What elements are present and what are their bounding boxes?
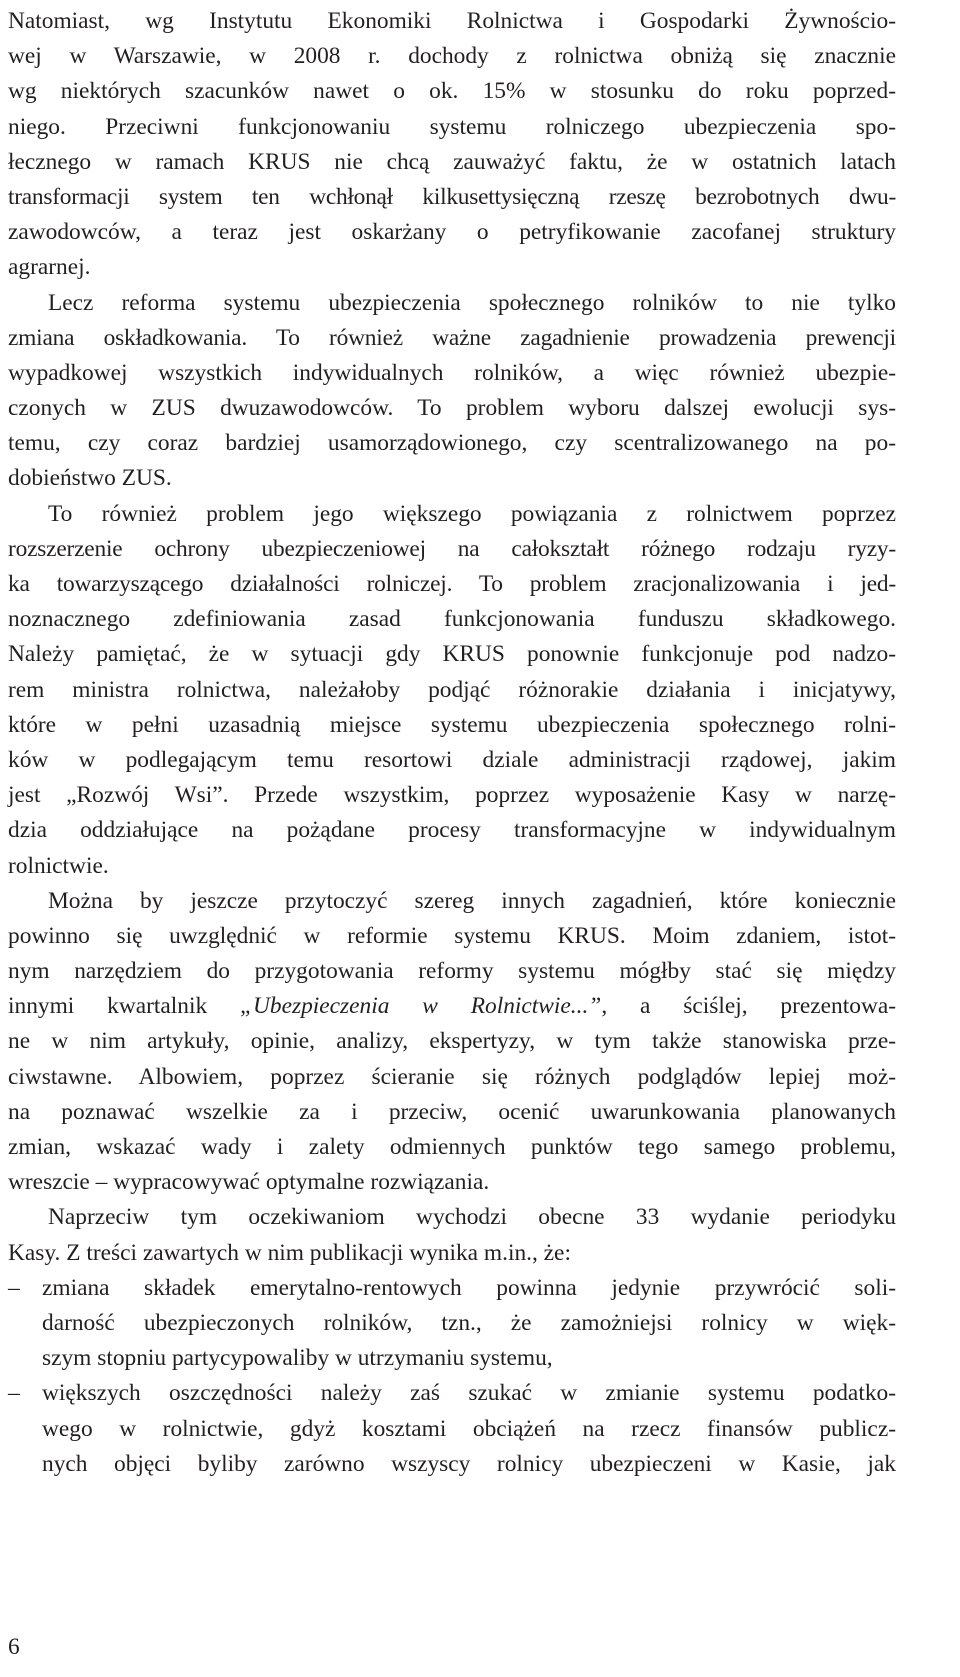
text-line: ne w nim artykuły, opinie, analizy, ekspertyzy, w tym także stanowiska prze- — [8, 1028, 896, 1055]
list-dash: – — [8, 1380, 20, 1407]
text-line: łecznego w ramach KRUS nie chcą zauważyć faktu, że w ostatnich latach — [8, 148, 896, 175]
text-line: wej w Warszawie, w 2008 r. dochody z rolnictwa obniżą się znacznie — [8, 43, 896, 70]
text-line-with-title — [8, 989, 896, 1024]
text-line: temu, czy coraz bardziej usamorządowionego, czy scentralizowanego na po- — [8, 430, 896, 457]
text-line: nym narzędziem do przygotowania reformy systemu mógłby stać się między — [8, 958, 896, 985]
text-line: rozszerzenie ochrony ubezpieczeniowej na całokształt różnego rodzaju ryzy- — [8, 535, 896, 562]
text-line: jest „Rozwój Wsi”. Przede wszystkim, poprzez wyposażenie Kasy w narzę- — [8, 782, 896, 809]
text-line: wg niektórych szacunków nawet o ok. 15% w stosunku do roku poprzed- — [8, 78, 896, 105]
text-line: zmiana oskładkowania. To również ważne zagadnienie prowadzenia prewencji — [8, 324, 896, 351]
paragraph-start-line: Lecz reforma systemu ubezpieczenia społecznego rolników to nie tylko — [48, 289, 896, 316]
list-item-line: wego w rolnictwie, gdyż kosztami obciążeń na rzecz finansów publicz- — [42, 1415, 896, 1442]
text-line: wypadkowej wszystkich indywidualnych rolników, a więc również ubezpie- — [8, 359, 896, 386]
document-body — [8, 0, 896, 1482]
list-item-text: większych oszczędności należy zaś szukać w zmianie systemu podatko- — [42, 1380, 896, 1407]
text-line: ka towarzyszącego działalności rolniczej. To problem zracjonalizowania i jed- — [8, 571, 896, 597]
text-line: wreszcie – wypracowywać optymalne rozwiązania. — [8, 1169, 490, 1196]
list-item-line — [8, 1271, 896, 1306]
text-line: noznacznego zdefiniowania zasad funkcjonowania funduszu składkowego. — [8, 606, 896, 633]
text-line: agrarnej. — [8, 254, 91, 281]
text-line: transformacji system ten wchłonął kilkusettysięczną rzeszę bezrobotnych dwu- — [8, 183, 896, 210]
text-line: które w pełni uzasadnią miejsce systemu ubezpieczenia społecznego rolni- — [8, 711, 896, 738]
text-line: Należy pamiętać, że w sytuacji gdy KRUS ponownie funkcjonuje pod nadzo- — [8, 641, 896, 668]
list-item-line: darność ubezpieczonych rolników, tzn., że zamożniejsi rolnicy w więk- — [42, 1309, 896, 1336]
page-number: 6 — [8, 1634, 20, 1660]
paragraph-start-line: Można by jeszcze przytoczyć szereg innych zagadnień, które koniecznie — [48, 887, 896, 914]
text-line: powinno się uwzględnić w reformie systemu KRUS. Moim zdaniem, istot- — [8, 922, 896, 949]
text-line: dzia oddziałujące na pożądane procesy transformacyjne w indywidualnym — [8, 817, 896, 844]
text-line: zmian, wskazać wady i zalety odmiennych punktów tego samego problemu, — [8, 1134, 896, 1160]
text-fragment: , a ściślej, prezentowa- — [601, 993, 897, 1020]
paragraph-start-line: To również problem jego większego powiązania z rolnictwem poprzez — [48, 500, 896, 527]
text-line: rem ministra rolnictwa, należałoby podjąć różnorakie działania i inicjatywy, — [8, 676, 896, 703]
text-line: rolnictwie. — [8, 852, 109, 879]
text-fragment: innymi kwartalnik — [8, 993, 241, 1020]
text-line: czonych w ZUS dwuzawodowców. To problem wyboru dalszej ewolucji sys- — [8, 395, 896, 422]
text-line: ciwstawne. Albowiem, poprzez ścieranie się różnych podglądów lepiej moż- — [8, 1063, 896, 1090]
list-item-line: szym stopniu partycypowaliby w utrzymaniu systemu, — [42, 1345, 553, 1372]
list-item-text: zmiana składek emerytalno-rentowych powinna jedynie przywrócić soli- — [42, 1274, 896, 1301]
text-line: Natomiast, wg Instytutu Ekonomiki Rolnictwa i Gospodarki Żywnościo- — [8, 8, 896, 34]
list-item-line — [8, 1376, 896, 1411]
text-line: zawodowców, a teraz jest oskarżany o petryfikowanie zacofanej struktury — [8, 219, 896, 246]
paragraph-start-line: Naprzeciw tym oczekiwaniom wychodzi obecne 33 wydanie periodyku — [48, 1204, 896, 1231]
text-line: na poznawać wszelkie za i przeciw, ocenić uwarunkowania planowanych — [8, 1098, 896, 1125]
text-line: niego. Przeciwni funkcjonowaniu systemu rolniczego ubezpieczenia spo- — [8, 113, 896, 140]
text-line: ków w podlegającym temu resortowi dziale administracji rządowej, jakim — [8, 746, 896, 773]
periodical-title: „Ubezpieczenia w Rolnictwie...” — [240, 993, 602, 1020]
list-dash: – — [8, 1274, 20, 1301]
list-item-line: nych objęci byliby zarówno wszyscy rolnicy ubezpieczeni w Kasie, jak — [42, 1450, 896, 1477]
text-line: Kasy. Z treści zawartych w nim publikacji wynika m.in., że: — [8, 1239, 571, 1266]
text-line: dobieństwo ZUS. — [8, 465, 172, 492]
